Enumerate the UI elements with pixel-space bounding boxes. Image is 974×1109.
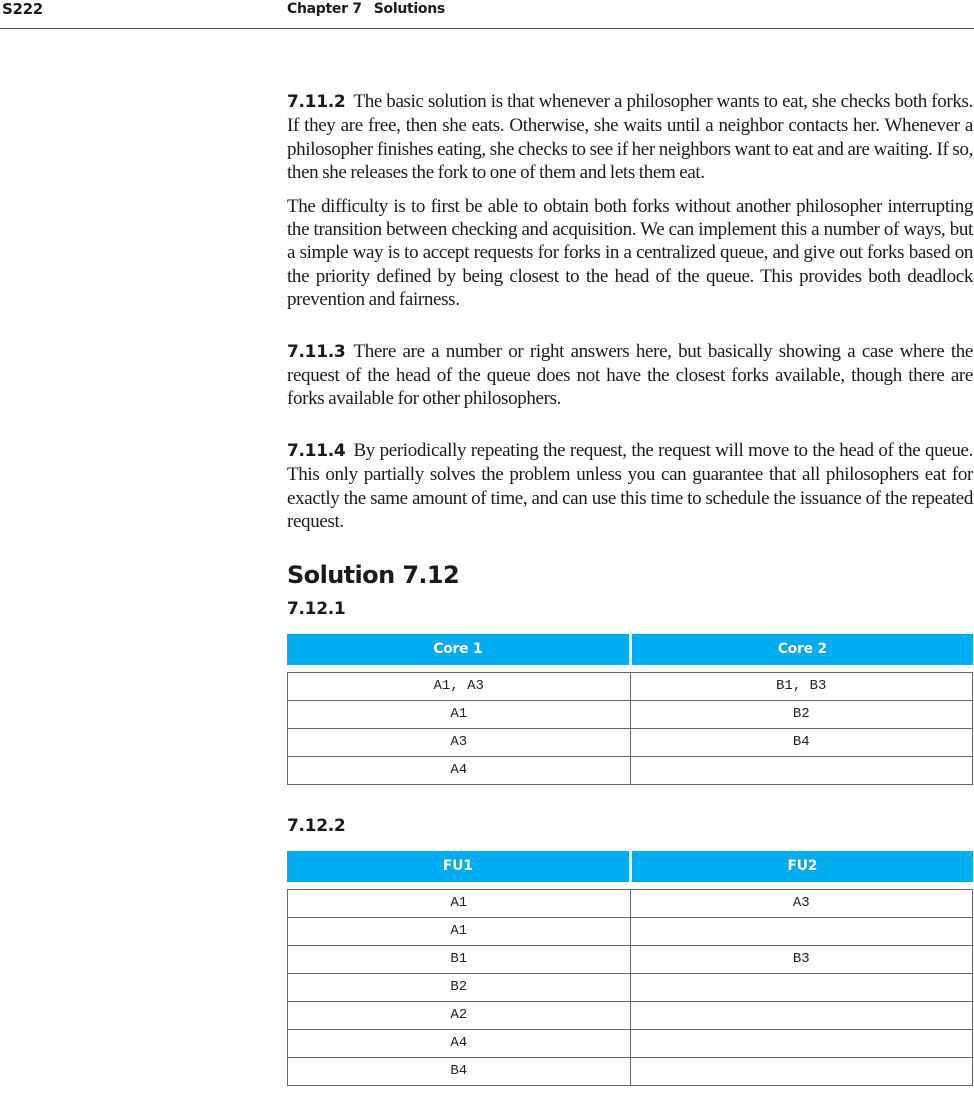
table-cell: B4 (630, 728, 973, 756)
table-row (288, 728, 973, 756)
table-cell: A1, A3 (288, 672, 631, 700)
paragraph-text: By periodically repeating the request, the request will move to the head of the queue. This only partially solves the problem unless you can guarantee that all philosophers eat for exactly the same amount of time, and can use this time to schedule the issuance of the repeated request. (287, 439, 973, 533)
table-row (288, 672, 973, 700)
table-cell: B1 (288, 945, 631, 973)
table-cell (630, 1001, 973, 1029)
table1-header-core2: Core 2 (632, 634, 974, 665)
table-cell (630, 917, 973, 945)
table-row (288, 1029, 973, 1057)
page-number: S222 (2, 0, 43, 18)
table-cell: A3 (288, 728, 631, 756)
table-cell: A2 (288, 1001, 631, 1029)
table-row (288, 1057, 973, 1085)
table-cell: A1 (288, 917, 631, 945)
table1-header-core1: Core 1 (287, 634, 629, 665)
table1 (287, 672, 973, 785)
table-cell: A1 (288, 889, 631, 917)
running-head (287, 1, 445, 17)
table-cell: A3 (630, 889, 973, 917)
table-cell: A4 (288, 756, 631, 784)
table-row (288, 889, 973, 917)
paragraph-7-11-4 (287, 439, 973, 534)
page-body (287, 90, 973, 1086)
table-row (288, 917, 973, 945)
table2-header (287, 851, 973, 882)
table-row (288, 973, 973, 1001)
table2-header-fu2: FU2 (632, 851, 974, 882)
exercise-label: 7.11.4 (287, 440, 346, 461)
table-cell: B4 (288, 1057, 631, 1085)
table-row (288, 945, 973, 973)
paragraph-text: The basic solution is that whenever a philosopher wants to eat, she checks both forks. If they are free, then she eats. Otherwise, she waits until a neighbor contacts her. Whenever a philosopher finishes eating, she checks to see if her neighbors want to eat and are waiting. If so, then she releases the fork to one of them and lets them eat. (287, 91, 973, 184)
subsection-title-7-12-2: 7.12.2 (287, 815, 346, 836)
page-header (0, 0, 974, 29)
table-cell: A1 (288, 700, 631, 728)
table-cell (630, 756, 973, 784)
exercise-label: 7.11.3 (287, 341, 346, 362)
table-row (288, 756, 973, 784)
subsection-title-7-12-1: 7.12.1 (287, 598, 346, 619)
table-cell (630, 1057, 973, 1085)
paragraph-text: The difficulty is to first be able to obtain both forks without another philosopher interrupting the transition between checking and acquisition. We can implement this a number of ways, but a simple way is to accept requests for forks in a centralized queue, and give out forks based on the priority defined by being closest to the head of the queue. This provides both deadlock prevention and fairness. (287, 195, 973, 311)
table-cell: B1, B3 (630, 672, 973, 700)
table-cell: B2 (288, 973, 631, 1001)
table-cell: B3 (630, 945, 973, 973)
exercise-label: 7.11.2 (287, 92, 346, 112)
paragraph-7-11-3 (287, 340, 973, 411)
section-title: Solution 7.12 (287, 560, 460, 589)
chapter-label: Chapter 7 (287, 1, 362, 17)
paragraph-text: There are a number or right answers here, but basically showing a case where the request of the head of the queue does not have the closest forks available, though there are forks available for other philosophers. (287, 340, 973, 410)
paragraph-7-11-2 (287, 90, 973, 185)
table-row (288, 1001, 973, 1029)
table1-header (287, 634, 973, 665)
table-cell: A4 (288, 1029, 631, 1057)
paragraph-continuation (287, 195, 973, 312)
table2-header-fu1: FU1 (287, 851, 629, 882)
table-row (288, 700, 973, 728)
table-cell: B2 (630, 700, 973, 728)
table2 (287, 889, 973, 1086)
section-label: Solutions (373, 1, 445, 17)
table-cell (630, 1029, 973, 1057)
table-cell (630, 973, 973, 1001)
